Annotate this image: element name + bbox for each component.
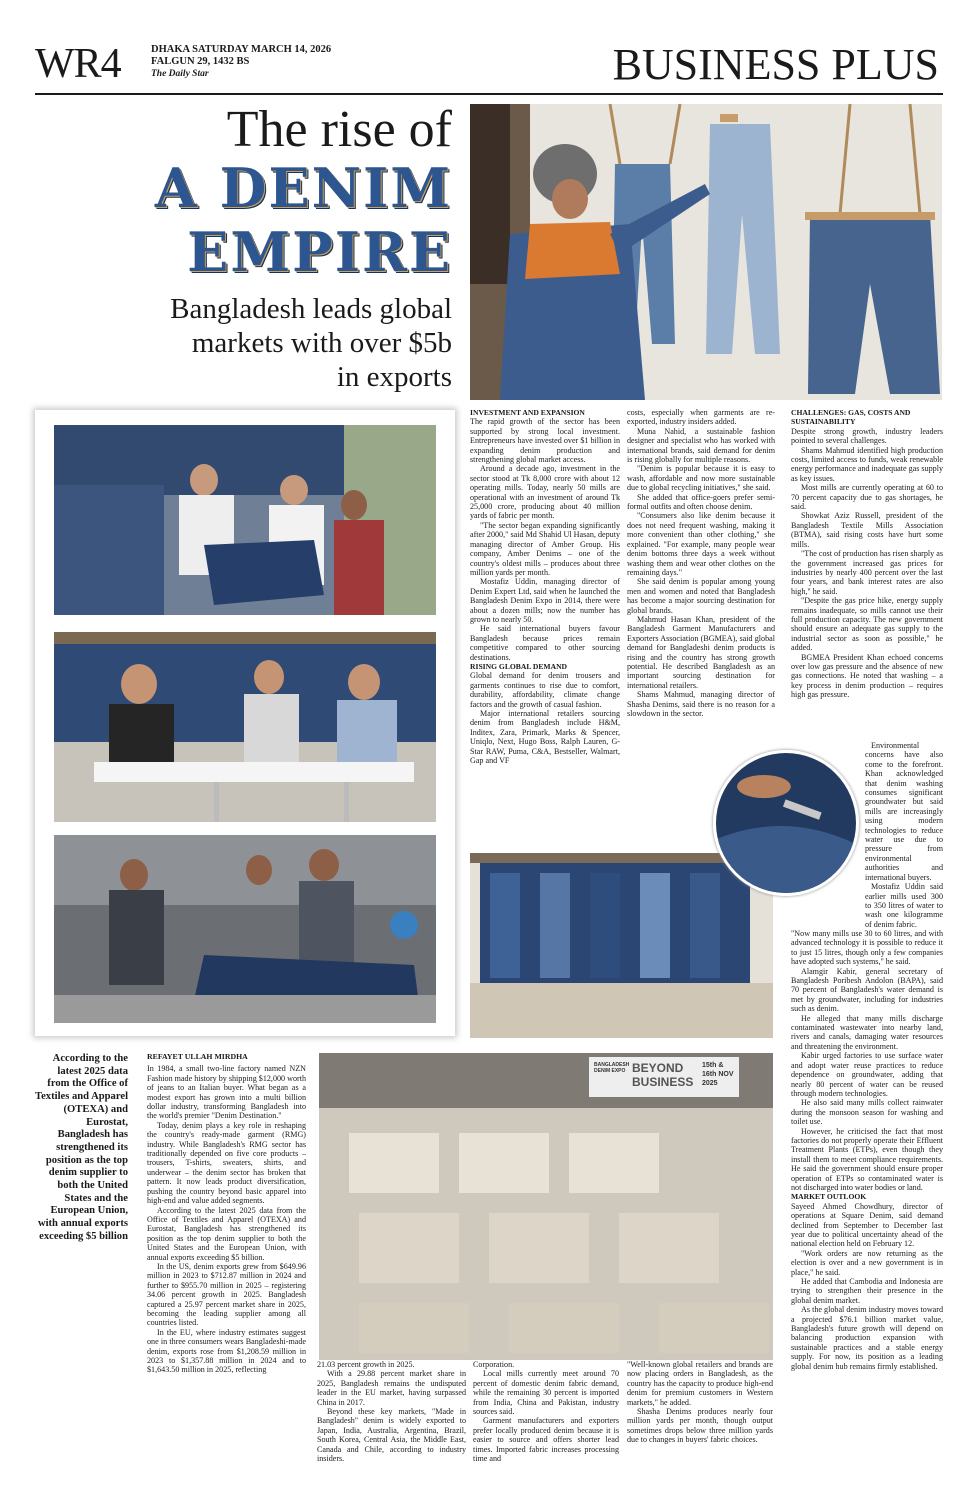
paragraph: Alamgir Kabir, general secretary of Bangladesh Poribesh Andolon (BAPA), said 70 percent of Bangladesh's water demand is met by groundwater, including for industries such as denim. <box>791 966 943 1014</box>
subheading: MARKET OUTLOOK <box>791 1192 867 1202</box>
paragraph: costs, especially when garments are re-exported, industry insiders added. <box>627 408 775 427</box>
headline-empire: EMPIRE <box>187 220 452 284</box>
photo-denim-expo-hall <box>319 1053 773 1360</box>
paragraph: He said international buyers favour Bangladesh because prices remain competitive compared to other sourcing destinations. <box>470 624 620 662</box>
expo-banner-dates: 15th & 16th NOV 2025 <box>702 1062 734 1087</box>
paragraph: Kabir urged factories to use surface water and adopt water reuse practices to reduce dependence on groundwater, adding that nearly 80 percent of water can be reused through modern technologies. <box>791 1051 943 1098</box>
paragraph: "The cost of production has risen sharply as the government increased gas prices for industries by nearly 400 percent over the last four years, and bank interest rates are also high," he said. <box>791 549 943 596</box>
paragraph: Corporation. <box>473 1360 515 1369</box>
expo-banner-brand: BANGLADESH DENIM EXPO <box>594 1062 630 1074</box>
subheading: RISING GLOBAL DEMAND <box>470 661 568 671</box>
paragraph: Most mills are currently operating at 60 to 70 percent capacity due to gas shortages, he said. <box>791 483 943 512</box>
masthead-date: DHAKA SATURDAY MARCH 14, 2026 <box>151 44 332 55</box>
byline: REFAYET ULLAH MIRDHA <box>147 1052 248 1061</box>
masthead-rule <box>35 93 943 95</box>
article-column-challenges <box>791 408 943 741</box>
article-column-corporation <box>473 1360 619 1464</box>
article-column-water <box>791 929 943 1465</box>
paragraph: Garment manufacturers and exporters prefer locally produced denim because it is easier to source and offers shorter lead times. Imported fabric increases processing time and <box>473 1416 619 1464</box>
paragraph: "Despite the gas price hike, energy supply remains inadequate, so mills cannot use their full production capacity. The new government should ensure an adequate gas supply to the industrial sector as soon as possible," he added. <box>791 596 943 653</box>
photo-jeans-racks <box>470 853 773 1038</box>
pull-quote: According to the latest 2025 data from the Office of Textiles and Apparel (OTEXA) and Eurostat, Bangladesh has strengthened its position as the top denim supplier to both the United States and the European Union, with annual exports exceeding $5 billion <box>35 1053 129 1242</box>
paragraph: Mostafiz Uddin said earlier mills used 300 to 350 litres of water to wash one kilogramme of denim fabric. <box>865 882 943 928</box>
hero-photo-jeans-display <box>470 104 942 400</box>
paragraph: Showkat Aziz Russell, president of the Bangladesh Textile Mills Association (BTMA), said rising costs have hurt some mills. <box>791 511 943 549</box>
paragraph: She said denim is popular among young men and women and noted that Bangladesh has become a major sourcing destination for global brands. <box>627 577 775 615</box>
masthead-meta <box>151 44 381 80</box>
article-column-intro <box>147 1052 306 1465</box>
paragraph: He alleged that many mills discharge contaminated wastewater into nearby land, rivers and canals, damaging water resources and threatening the environment. <box>791 1013 943 1051</box>
paragraph: "Now many mills use 30 to 60 litres, and with advanced technology it is possible to reduce it to just 15 litres, though only a few companies have adopted such systems," he said. <box>791 929 943 967</box>
paragraph: Mostafiz Uddin, managing director of Denim Expert Ltd, said when he launched the Bangladesh Denim Expo in 2014, there were about a dozen mills; now the number has grown to nearly 50. <box>470 577 620 624</box>
paragraph: As the global denim industry moves toward a projected $76.1 billion market value, Bangladesh's future growth will depend on balancing production expansion with sustainable practices and a stable energy supply. For now, its position as a leading global denim hub remains firmly established. <box>791 1305 943 1371</box>
paragraph: "Work orders are now returning as the election is over and a new government is in place," he said. <box>791 1248 943 1277</box>
paragraph: Beyond these key markets, "Made in Bangladesh" denim is widely exported to Japan, India, Australia, Argentina, Brazil, South Korea, Central Asia, the Middle East, Canada and Chile, according to industry insiders. <box>317 1407 466 1464</box>
paragraph: Despite strong growth, industry leaders pointed to several challenges. <box>791 426 943 446</box>
headline-deck: Bangladesh leads global markets with over $5b in exports <box>170 293 452 393</box>
section-title: BUSINESS PLUS <box>612 40 939 89</box>
article-column-investment <box>470 408 620 836</box>
paragraph: In the US, denim exports grew from $649.96 million in 2023 to $712.87 million in 2024 and further to $955.70 million in 2025 – registering 34.06 percent growth in 2025. Bangladesh captured a 25.97 percent market share in 2025, becoming the leading supplier among all countries listed. <box>147 1261 306 1328</box>
masthead-bangla-date: FALGUN 29, 1432 BS <box>151 56 250 67</box>
photo-buyers-inspecting-jeans <box>54 425 436 615</box>
paragraph: According to the latest 2025 data from the Office of Textiles and Apparel (OTEXA) and Eurostat, Bangladesh has strengthened its position as the top denim supplier to both the United States and the European Union, with annual exports exceeding $5 billion. <box>147 1205 306 1262</box>
paragraph: "The sector began expanding significantly after 2000," said Md Shahid Ul Hasan, deputy managing director of Amber Group. His company, Amber Denims – one of the country's oldest mills – produces about three million yards per month. <box>470 520 620 577</box>
paragraph: Shasha Denims produces nearly four million yards per month, though output sometimes drops below three million yards due to changes in buyers' fabric choices. <box>627 1407 773 1445</box>
article-column-costs <box>627 408 775 836</box>
paragraph: Mahmud Hasan Khan, president of the Bangladesh Garment Manufacturers and Exporters Association (BGMEA), said global demand for Bangladeshi denim products is rising and the country has strong growth potential. He described Bangladesh as an important sourcing destination for international retailers. <box>627 614 775 690</box>
subheading: INVESTMENT AND EXPANSION <box>470 408 585 417</box>
paragraph: Major international retailers sourcing denim from Bangladesh include H&M, Inditex, Zara, Primark, Marks & Spencer, Uniqlo, Next, Hugo Boss, Ralph Lauren, G-Star RAW, Puma, C&A, Bestseller, Walmart, Gap and VF <box>470 709 620 766</box>
subheading: CHALLENGES: GAS, COSTS AND SUSTAINABILITY <box>791 408 911 427</box>
paragraph: BGMEA President Khan echoed concerns over low gas pressure and the absence of new gas connections. He noted that washing – a key process in denim production – requires high gas pressure. <box>791 652 943 700</box>
paragraph: With a 29.88 percent market share in 2025, Bangladesh remains the undisputed leader in the EU market, having surpassed China in 2017. <box>317 1369 466 1407</box>
paragraph: He also said many mills collect rainwater during the monsoon season for washing and toilet use. <box>791 1098 943 1127</box>
paragraph: Muna Nahid, a sustainable fashion designer and specialist who has worked with international brands, said demand for denim is rising globally for multiple reasons. <box>627 426 775 465</box>
paragraph: Environmental concerns have also come to the forefront. Khan acknowledged that denim washing consumes significant groundwater but said mills are increasingly using modern technologies to reduce water use due to pressure from environmental authorities and international buyers. <box>865 741 943 882</box>
paragraph: However, he criticised the fact that most factories do not properly operate their Effluent Treatment Plants (ETPs), even though they install them to meet compliance requirements. He said the government should ensure proper operation of ETPs so contaminated water is not discharged into water bodies or land. <box>791 1126 943 1192</box>
paragraph: He added that Cambodia and Indonesia are trying to strengthen their presence in the global denim market. <box>791 1277 943 1305</box>
paragraph: Today, denim plays a key role in reshaping the country's ready-made garment (RMG) industry. While Bangladesh's RMG sector has traditionally depended on five core products – trousers, T-shirts, sweaters, shirts, and underwear – the denim sector has broken that pattern. It now leads product diversification, pushing the country beyond basic apparel into high-end and value added segments. <box>147 1120 306 1206</box>
photo-buyers-meeting-table <box>54 632 436 822</box>
paragraph: "Well-known global retailers and brands are now placing orders in Bangladesh, as the country has the capacity to produce high-end denim for premium customers in Western markets," he added. <box>627 1360 773 1407</box>
paragraph: "Denim is popular because it is easy to wash, affordable and now more sustainable due to global recycling initiatives," she said. <box>627 464 775 493</box>
paragraph: Shams Mahmud identified high production costs, limited access to funds, weak renewable energy performance and inadequate gas supply as key issues. <box>791 445 943 483</box>
paragraph: Local mills currently meet around 70 percent of domestic denim fabric demand, while the remaining 30 percent is imported from India, China and Pakistan, industry sources said. <box>473 1369 619 1417</box>
article-column-eu <box>317 1360 466 1464</box>
article-column-wellknown <box>627 1360 773 1464</box>
headline-denim: A DENIM <box>154 156 452 220</box>
paragraph: Sayeed Ahmed Chowdhury, director of operations at Square Denim, said demand declined from September to December last year due to political uncertainty ahead of the national election held on February 12. <box>791 1201 943 1249</box>
paragraph: In the EU, where industry estimates suggest one in three consumers wears Bangladeshi-made denim, exports rose from $1,208.59 million in 2023 to $1,357.88 million in 2024 and to $1,643.50 million in 2025, reflecting <box>147 1327 306 1375</box>
paragraph: "Consumers also like denim because it does not need frequent washing, making it more convenient than other clothing," she explained. "For example, many people wear denim bottoms three days a week without washing them and wear other clothes on the remaining days." <box>627 511 775 577</box>
paragraph: Shams Mahmud, managing director of Shasha Denims, said there is no reason for a slowdown in the sector. <box>627 690 775 718</box>
paragraph: In 1984, a small two-line factory named NZN Fashion made history by shipping $12,000 worth of jeans to an Italian buyer. What began as a modest export has grown into a multi billion dollar industry, transforming Bangladesh into the world's premier "Denim Destination." <box>147 1064 306 1121</box>
expo-banner <box>594 1059 739 1095</box>
paragraph: The rapid growth of the sector has been supported by strong local investment. Entrepreneurs have invested over $1 billion in expanding denim production and strengthening global market access. <box>470 417 620 465</box>
expo-banner-title: BEYOND BUSINESS <box>632 1061 694 1089</box>
paragraph: Global demand for denim trousers and garments continues to rise due to comfort, durability, affordability, climate change factors and the growth of casual fashion. <box>470 671 620 709</box>
masthead <box>35 42 945 90</box>
article-column-environment <box>865 741 943 928</box>
page-number: WR4 <box>35 41 121 87</box>
headline-line1: The rise of <box>226 101 452 158</box>
paper-name: The Daily Star <box>151 69 209 79</box>
photo-workers-denim-machine <box>54 835 436 1023</box>
paragraph: 21.03 percent growth in 2025. <box>317 1360 415 1369</box>
paragraph: Around a decade ago, investment in the sector stood at Tk 8,000 crore with about 12 operating mills. Today, nearly 50 mills are operational with an investment of around Tk 25,000 crore, producing about 40 million yards of fabric per month. <box>470 464 620 521</box>
paragraph: She added that office-goers prefer semi-formal outfits and often choose denim. <box>627 492 775 512</box>
